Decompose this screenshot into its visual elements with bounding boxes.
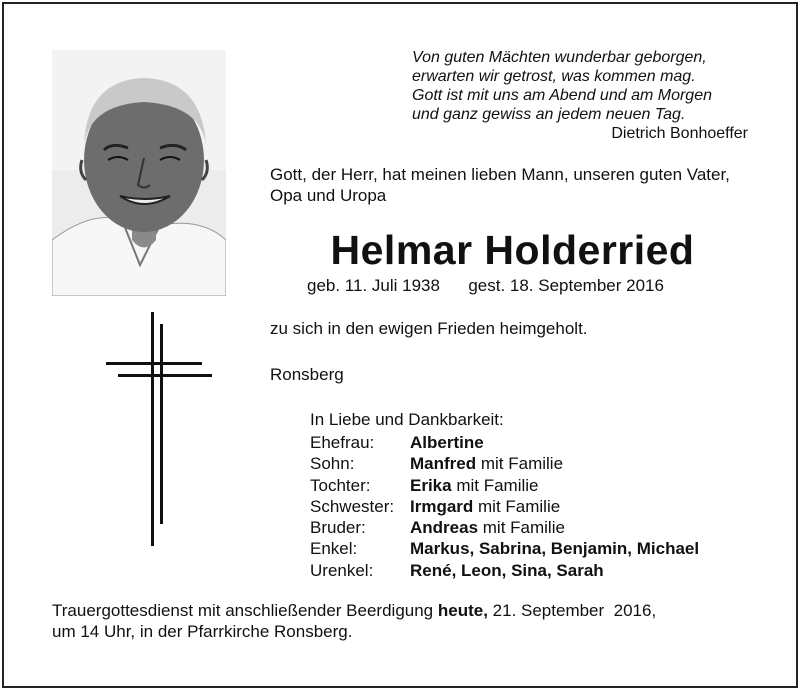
mourner-row bbox=[310, 453, 699, 474]
mourner-row bbox=[310, 517, 699, 538]
birth-date: geb. 11. Juli 1938 bbox=[307, 276, 440, 295]
mourner-row bbox=[310, 432, 699, 453]
death-date: gest. 18. September 2016 bbox=[468, 276, 664, 295]
mourner-suffix: mit Familie bbox=[451, 475, 539, 495]
mourner-names: Albertine bbox=[410, 433, 484, 452]
mourner-names: Andreas bbox=[410, 518, 479, 538]
mourner-relation: Sohn: bbox=[310, 454, 355, 474]
portrait-illustration bbox=[52, 50, 226, 296]
quote-line: Von guten Mächten wunderbar geborgen, bbox=[412, 49, 707, 66]
quote-block bbox=[412, 48, 752, 143]
mourner-names: Irmgard bbox=[410, 496, 474, 516]
deceased-name: Helmar Holderried bbox=[330, 227, 695, 273]
mourner-names: Manfred bbox=[410, 454, 477, 474]
passage-text: zu sich in den ewigen Frieden heimgeholt. bbox=[270, 319, 588, 338]
mourner-names: Markus, Sabrina, Benjamin, Michael bbox=[410, 539, 700, 559]
quote-author: Dietrich Bonhoeffer bbox=[611, 125, 748, 142]
mourners-heading: In Liebe und Dankbarkeit: bbox=[310, 410, 504, 429]
service-date: 21. September 2016, bbox=[487, 601, 657, 620]
mourner-relation: Enkel: bbox=[310, 539, 358, 559]
service-highlight: heute, bbox=[437, 601, 488, 620]
mourner-relation: Schwester: bbox=[310, 496, 395, 516]
quote-line: Gott ist mit uns am Abend und am Morgen bbox=[412, 87, 712, 104]
place-text: Ronsberg bbox=[270, 365, 344, 384]
mourner-relation: Bruder: bbox=[310, 518, 366, 538]
mourner-row bbox=[310, 475, 699, 496]
quote-line: und ganz gewiss an jedem neuen Tag. bbox=[412, 106, 686, 123]
life-dates bbox=[307, 276, 664, 296]
mourners-list bbox=[310, 432, 699, 581]
service-text: Trauergottesdienst mit anschließender Beerdigung bbox=[52, 601, 438, 620]
mourner-names: Erika bbox=[410, 475, 452, 495]
mourner-row bbox=[310, 538, 699, 559]
mourner-relation: Urenkel: bbox=[310, 560, 374, 580]
mourner-row bbox=[310, 496, 699, 517]
mourner-relation: Tochter: bbox=[310, 475, 371, 495]
quote-line: erwarten wir getrost, was kommen mag. bbox=[412, 68, 696, 85]
cross-icon bbox=[100, 312, 220, 552]
mourner-suffix: mit Familie bbox=[473, 496, 561, 516]
mourner-relation: Ehefrau: bbox=[310, 433, 375, 452]
mourner-suffix: mit Familie bbox=[478, 518, 565, 538]
mourner-row bbox=[310, 560, 699, 581]
intro-text: Gott, der Herr, hat meinen lieben Mann, unseren guten Vater, Opa und Uropa bbox=[270, 165, 730, 205]
mourner-names: René, Leon, Sina, Sarah bbox=[410, 560, 604, 580]
service-line-2: um 14 Uhr, in der Pfarrkirche Ronsberg. bbox=[52, 622, 353, 641]
service-info bbox=[52, 600, 762, 642]
mourner-suffix: mit Familie bbox=[476, 454, 564, 474]
portrait-photo bbox=[52, 50, 226, 296]
service-line-1 bbox=[52, 600, 762, 621]
